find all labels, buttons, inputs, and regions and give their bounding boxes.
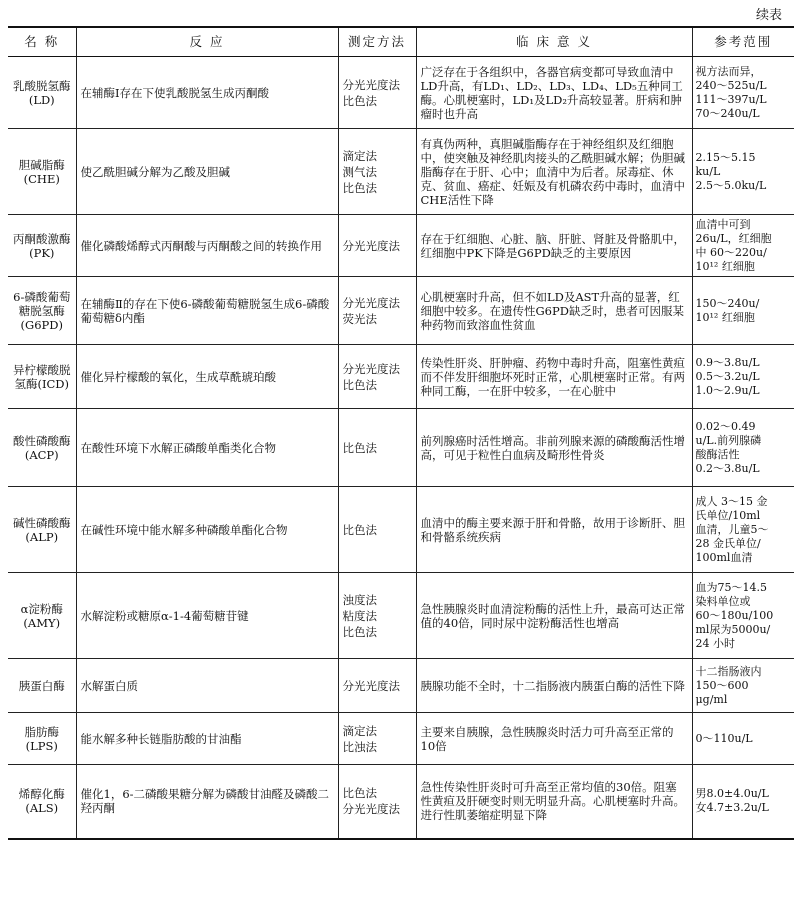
enzyme-name: 脂肪酶(LPS) <box>8 713 76 765</box>
significance-cell: 前列腺癌时活性增高。非前列腺来源的磷酸酶活性增高，可见于粒性白血病及畸形性骨炎 <box>416 409 692 487</box>
range-line: 0.02～0.49 <box>695 419 756 433</box>
reaction-cell: 水解淀粉或糖原α-1-4葡萄糖苷键 <box>76 573 338 659</box>
method-item: 测气法 <box>342 164 377 179</box>
range-cell <box>692 409 794 487</box>
reaction-cell: 在辅酶Ⅰ存在下使乳酸脱氢生成丙酮酸 <box>76 57 338 129</box>
range-line: μg/ml <box>695 692 728 706</box>
table-row <box>8 215 794 277</box>
header-reaction: 反 应 <box>76 27 338 57</box>
header-method: 测定方法 <box>338 27 416 57</box>
range-line: 10¹² 红细胞 <box>695 259 755 273</box>
range-line: 氏单位/10ml <box>695 508 761 522</box>
method-cell <box>338 215 416 277</box>
enzyme-name: 乳酸脱氢酶(LD) <box>8 57 76 129</box>
method-item: 滴定法 <box>342 723 377 738</box>
reaction-cell: 催化异柠檬酸的氧化，生成草酰琥珀酸 <box>76 345 338 409</box>
range-line: 150～240u/ <box>695 296 760 310</box>
table-row <box>8 409 794 487</box>
method-cell <box>338 345 416 409</box>
header-name: 名 称 <box>8 27 76 57</box>
reaction-cell: 在辅酶Ⅱ的存在下使6-磷酸葡萄糖脱氢生成6-磷酸葡萄糖δ内酯 <box>76 277 338 345</box>
range-line: 24 小时 <box>695 636 735 650</box>
significance-cell: 主要来自胰腺，急性胰腺炎时活力可升高至正常的10倍 <box>416 713 692 765</box>
range-line: 150～600 <box>695 678 749 692</box>
method-item: 分光光度法 <box>342 295 400 310</box>
method-cell <box>338 487 416 573</box>
method-cell <box>338 129 416 215</box>
reaction-cell: 在酸性环境下水解正磷酸单酯类化合物 <box>76 409 338 487</box>
method-item: 分光光度法 <box>342 77 400 92</box>
header-row <box>8 27 794 57</box>
enzyme-name: 6-磷酸葡萄糖脱氢酶(G6PD) <box>8 277 76 345</box>
significance-cell: 血清中的酶主要来源于肝和骨骼，故用于诊断肝、胆和骨骼系统疾病 <box>416 487 692 573</box>
method-cell <box>338 765 416 839</box>
enzyme-name: 胰蛋白酶 <box>8 659 76 713</box>
range-line: 血清，儿童5～ <box>695 522 769 536</box>
method-item: 分光光度法 <box>342 361 400 376</box>
range-line: 十二指肠液内 <box>695 664 762 678</box>
range-line: 0.5～3.2u/L <box>695 369 760 383</box>
method-cell <box>338 409 416 487</box>
range-cell <box>692 659 794 713</box>
reaction-cell: 能水解多种长链脂肪酸的甘油酯 <box>76 713 338 765</box>
range-line: 28 金氏单位/ <box>695 536 761 550</box>
table-row <box>8 573 794 659</box>
method-item: 分光光度法 <box>342 802 400 817</box>
range-cell <box>692 57 794 129</box>
method-item: 比色法 <box>342 180 377 195</box>
significance-cell: 传染性肝炎、肝肿瘤、药物中毒时升高，阻塞性黄疸而不伴发肝细胞坏死时正常，心肌梗塞时正常。有两种同工酶，一在肝中较多，一在心脏中 <box>416 345 692 409</box>
table-row <box>8 129 794 215</box>
header-significance: 临 床 意 义 <box>416 27 692 57</box>
significance-cell: 急性传染性肝炎时可升高至正常均值的30倍。阻塞性黄疸及肝硬变时则无明显升高。心肌梗塞时升高。进行性肌萎缩症明显下降 <box>416 765 692 839</box>
table-row <box>8 277 794 345</box>
reaction-cell: 使乙酰胆碱分解为乙酸及胆碱 <box>76 129 338 215</box>
range-cell <box>692 277 794 345</box>
range-line: 111～397u/L <box>695 92 767 106</box>
reaction-cell: 催化1，6-二磷酸果糖分解为磷酸甘油醛及磷酸二羟丙酮 <box>76 765 338 839</box>
method-item: 比色法 <box>342 377 377 392</box>
range-cell <box>692 713 794 765</box>
method-item: 荧光法 <box>342 311 377 326</box>
range-line: 0.2～3.8u/L <box>695 461 760 475</box>
range-line: 酸酶活性 <box>695 447 740 461</box>
enzyme-name: 异柠檬酸脱氢酶(ICD) <box>8 345 76 409</box>
range-line: 血为75～14.5 <box>695 580 767 594</box>
range-cell <box>692 129 794 215</box>
enzyme-name: 丙酮酸激酶(PK) <box>8 215 76 277</box>
range-line: 2.5～5.0ku/L <box>695 178 767 192</box>
method-item: 比色法 <box>342 93 377 108</box>
range-line: 男8.0±4.0u/L <box>695 787 769 801</box>
table-row <box>8 765 794 839</box>
significance-cell: 急性胰腺炎时血清淀粉酶的活性上升，最高可达正常值的40倍，同时尿中淀粉酶活性也增高 <box>416 573 692 659</box>
range-cell <box>692 215 794 277</box>
method-cell <box>338 57 416 129</box>
enzyme-name: 碱性磷酸酶(ALP) <box>8 487 76 573</box>
range-line: 10¹² 红细胞 <box>695 310 755 324</box>
range-line: 染料单位或 <box>695 594 751 608</box>
enzyme-name: 胆碱脂酶(CHE) <box>8 129 76 215</box>
range-line: ml尿为5000u/ <box>695 622 771 636</box>
range-line: 中 60～220u/ <box>695 245 767 259</box>
range-line: 0～110u/L <box>695 731 753 745</box>
table-row <box>8 345 794 409</box>
range-line: u/L.前列腺磷 <box>695 433 762 447</box>
range-line: 0.9～3.8u/L <box>695 355 760 369</box>
method-item: 浊度法 <box>342 592 377 607</box>
method-cell <box>338 277 416 345</box>
range-cell <box>692 345 794 409</box>
method-item: 比色法 <box>342 522 377 537</box>
reaction-cell: 在碱性环境中能水解多种磷酸单酯化合物 <box>76 487 338 573</box>
range-line: 70～240u/L <box>695 106 760 120</box>
method-item: 分光光度法 <box>342 238 400 253</box>
significance-cell: 有真伪两种，真胆碱脂酶存在于神经组织及红细胞中，使突触及神经肌肉接头的乙酰胆碱水解；伪胆碱脂酶存在于肝、心中；血清中为后者。尿毒症、休克、贫血、癌症、妊娠及有机磷农药中毒时，血清中CHE活性下降 <box>416 129 692 215</box>
reaction-cell: 催化磷酸烯醇式丙酮酸与丙酮酸之间的转换作用 <box>76 215 338 277</box>
table-row <box>8 487 794 573</box>
significance-cell: 广泛存在于各组织中，各器官病变都可导致血清中LD升高，有LD₁、LD₂、LD₃、LD₄、LD₅五种同工酶。心肌梗塞时，LD₁及LD₂升高较显著。肝病和肿瘤时也升高 <box>416 57 692 129</box>
method-item: 粘度法 <box>342 608 377 623</box>
enzyme-name: 酸性磷酸酶(ACP) <box>8 409 76 487</box>
table-row <box>8 57 794 129</box>
enzyme-name: 烯醇化酶(ALS) <box>8 765 76 839</box>
range-line: 26u/L，红细胞 <box>695 231 772 245</box>
method-item: 比色法 <box>342 624 377 639</box>
method-item: 比色法 <box>342 786 377 801</box>
significance-cell: 胰腺功能不全时，十二指肠液内胰蛋白酶的活性下降 <box>416 659 692 713</box>
table-row <box>8 659 794 713</box>
table-row <box>8 713 794 765</box>
range-cell <box>692 573 794 659</box>
method-cell <box>338 713 416 765</box>
range-line: 成人 3～15 金 <box>695 494 768 508</box>
range-cell <box>692 765 794 839</box>
continued-label: 续表 <box>755 8 782 23</box>
method-cell <box>338 659 416 713</box>
range-line: 60～180u/100 <box>695 608 774 622</box>
significance-cell: 存在于红细胞、心脏、脑、肝脏、肾脏及骨骼肌中，红细胞中PK下降是G6PD缺乏的主要原因 <box>416 215 692 277</box>
range-cell <box>692 487 794 573</box>
method-item: 滴定法 <box>342 148 377 163</box>
range-line: 血清中可到 <box>695 217 751 231</box>
range-line: 视方法而异， <box>695 64 762 78</box>
method-cell <box>338 573 416 659</box>
range-line: 1.0～2.9u/L <box>695 383 760 397</box>
range-line: 女4.7±3.2u/L <box>695 801 769 815</box>
enzyme-table <box>8 26 794 840</box>
method-item: 比色法 <box>342 440 377 455</box>
range-line: 240～525u/L <box>695 78 767 92</box>
method-item: 分光光度法 <box>342 678 400 693</box>
range-line: ku/L <box>695 164 721 178</box>
method-item: 比浊法 <box>342 739 377 754</box>
header-range: 参考范围 <box>692 27 794 57</box>
significance-cell: 心肌梗塞时升高，但不如LD及AST升高的显著，红细胞中较多。在遗传性G6PD缺乏时，患者可因服某种药物而致溶血性贫血 <box>416 277 692 345</box>
range-line: 2.15～5.15 <box>695 150 756 164</box>
reaction-cell: 水解蛋白质 <box>76 659 338 713</box>
enzyme-name: α淀粉酶(AMY) <box>8 573 76 659</box>
range-line: 100ml血清 <box>695 550 753 564</box>
